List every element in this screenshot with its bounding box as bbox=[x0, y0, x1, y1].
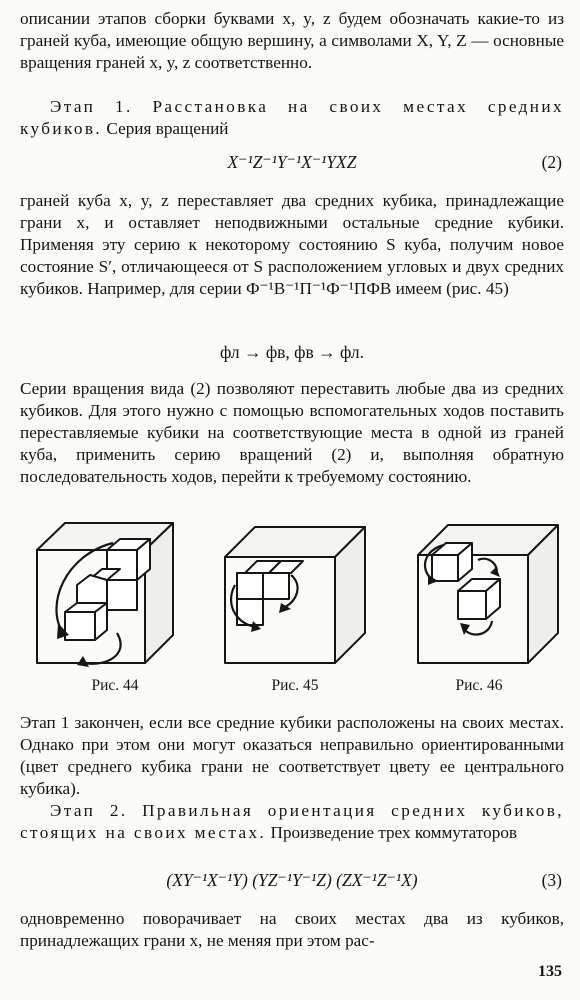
formula-2-number: (2) bbox=[541, 152, 562, 172]
stage-2-text: Произведение трех коммутаторов bbox=[270, 823, 518, 842]
figure-45-cube bbox=[215, 515, 375, 670]
figure-46-caption: Рис. 46 bbox=[455, 677, 503, 694]
formula-2 bbox=[20, 150, 564, 174]
paragraph-3: граней куба x, y, z переставляет два средних кубика, принадлежащие грани x, и оставляет неподвижными остальные средние кубики. Применяя эту серию к некоторому состоянию S куба, получим новое состояние S′, отличающееся от S расположением угловых и двух средних кубиков. Например, для серии Ф⁻¹В⁻¹П⁻¹Ф⁻¹ПФВ имеем (рис. 45) bbox=[20, 191, 564, 298]
formula-example bbox=[20, 340, 564, 364]
formula-example-expression: фл → фв, фв → фл. bbox=[219, 342, 365, 362]
paragraph-5: Этап 1 закончен, если все средние кубики расположены на своих местах. Однако при этом они могут оказаться неправильно ориентированными (цвет среднего кубика грани не соответствует цвету ее центрального кубика). bbox=[20, 713, 564, 798]
paragraph-7: одновременно поворачивает на своих местах два из кубиков, принадлежащих грани x, не меняя при этом рас- bbox=[20, 909, 564, 950]
figure-44-cube bbox=[25, 515, 185, 670]
formula-3 bbox=[20, 868, 564, 892]
paragraph-1: описании этапов сборки буквами x, y, z будем обозначать какие-то из граней куба, имеющие общую вершину, а символами X, Y, Z — основные вращения граней x, y, z соответственно. bbox=[20, 9, 564, 72]
formula-3-expression: (XY⁻¹X⁻¹Y) (YZ⁻¹Y⁻¹Z) (ZX⁻¹Z⁻¹X) bbox=[166, 870, 418, 890]
paragraph-stage-2 bbox=[20, 800, 564, 844]
stage-1-heading: Этап 1. Расстановка на своих местах средних кубиков. bbox=[20, 97, 564, 138]
formula-3-number: (3) bbox=[541, 870, 562, 890]
page-number: 135 bbox=[538, 963, 562, 980]
formula-2-expression: X⁻¹Z⁻¹Y⁻¹X⁻¹YXZ bbox=[227, 152, 357, 172]
paragraph-stage-1 bbox=[20, 96, 564, 140]
stage-2-heading: Этап 2. Правильная ориентация средних кубиков, стоящих на своих местах. bbox=[20, 801, 564, 842]
figure-44-caption: Рис. 44 bbox=[91, 677, 139, 694]
figure-45-caption: Рис. 45 bbox=[271, 677, 319, 694]
figure-46-cube bbox=[408, 515, 568, 670]
paragraph-4: Серии вращения вида (2) позволяют переставить любые два из средних кубиков. Для этого нужно с помощью вспомогательных ходов поставить переставляемые кубики на соответствующие места в одной из граней куба, применить серию вращений (2) и, выполняя обратную последовательность ходов, перейти к требуемому состоянию. bbox=[20, 379, 564, 486]
stage-1-text: Серия вращений bbox=[106, 119, 229, 138]
